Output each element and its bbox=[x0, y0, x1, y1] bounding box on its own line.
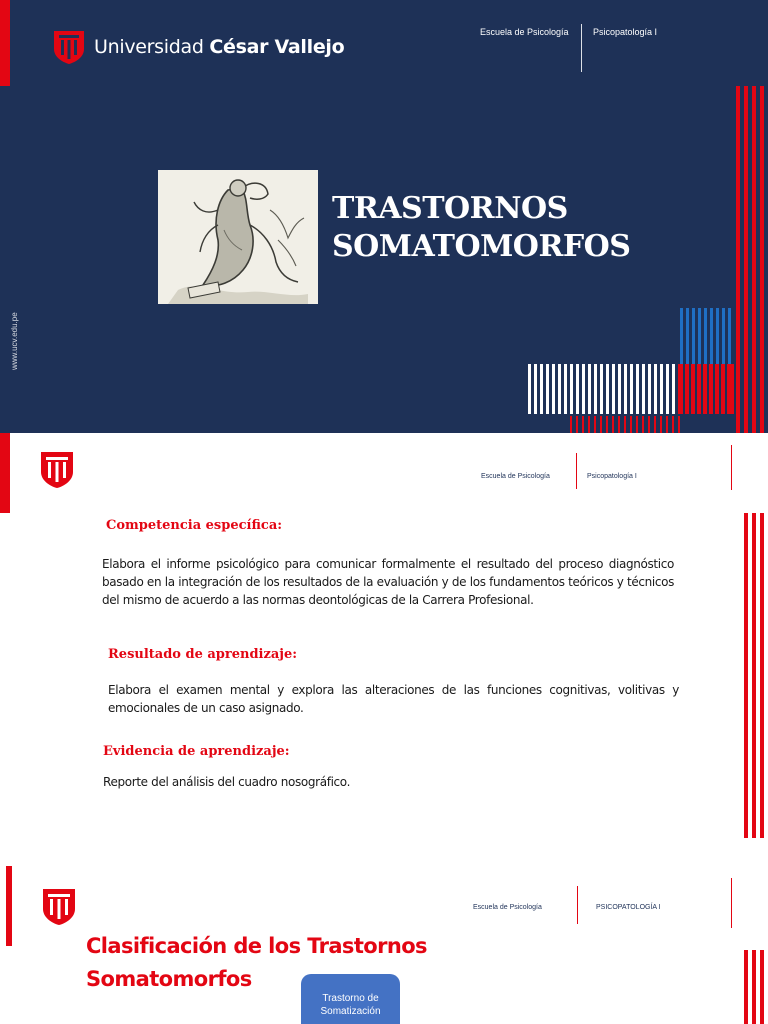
title-line-1: Clasificación de los Trastornos bbox=[86, 934, 427, 958]
node-label-line-2: Somatización bbox=[320, 1006, 381, 1017]
nav-course: PSICOPATOLOGÍA I bbox=[596, 904, 661, 911]
red-accent-bar bbox=[6, 866, 12, 946]
nav-school: Escuela de Psicología bbox=[473, 904, 542, 911]
evidencia-heading: Evidencia de aprendizaje: bbox=[103, 744, 290, 759]
website-url bbox=[7, 290, 19, 370]
nav-school: Escuela de Psicología bbox=[480, 27, 569, 37]
title-slide bbox=[0, 0, 768, 433]
website-url-text: www.ucv.edu.pe bbox=[10, 312, 19, 370]
nav-course: Psicopatología I bbox=[593, 27, 658, 37]
ucv-shield-icon bbox=[40, 451, 74, 494]
decorative-stripes bbox=[736, 950, 768, 1024]
classification-slide bbox=[0, 838, 768, 1024]
diagram-node-somatizacion bbox=[301, 974, 400, 1024]
red-accent-bar bbox=[0, 433, 10, 513]
ucv-shield-icon bbox=[52, 29, 86, 65]
surreal-figure-illustration bbox=[158, 170, 318, 304]
brand-regular: Universidad bbox=[94, 36, 204, 58]
competencia-text: Elabora el informe psicológico para comunicar formalmente el resultado del proceso diagnóstico basado en la integración de los resultados de la evaluación y de los fundamentos teóricos y técnicos del mismo de acuerdo a las normas deontológicas de la Carrera Profesional. bbox=[102, 557, 674, 607]
nav-divider bbox=[581, 24, 582, 72]
title-line-2: SOMATOMORFOS bbox=[332, 229, 631, 264]
evidencia-text: Reporte del análisis del cuadro nosográfico. bbox=[103, 775, 351, 789]
ucv-logo bbox=[52, 29, 344, 65]
title-line-2: Somatomorfos bbox=[86, 967, 252, 991]
node-label-line-1: Trastorno de bbox=[322, 993, 379, 1004]
nav-divider-right bbox=[731, 445, 732, 490]
nav-divider bbox=[576, 453, 577, 489]
resultado-heading: Resultado de aprendizaje: bbox=[108, 647, 298, 662]
nav-divider bbox=[577, 886, 578, 924]
title-line-1: TRASTORNOS bbox=[332, 191, 568, 226]
brand-name bbox=[94, 36, 344, 58]
ucv-shield-icon bbox=[42, 888, 76, 931]
nav-school: Escuela de Psicología bbox=[481, 473, 550, 480]
objectives-slide bbox=[0, 433, 768, 838]
decorative-stripes bbox=[736, 513, 768, 838]
brand-bold: César Vallejo bbox=[209, 36, 345, 58]
decorative-stripes bbox=[528, 86, 768, 433]
nav-course: Psicopatología I bbox=[587, 473, 637, 480]
resultado-text: Elabora el examen mental y explora las alteraciones de las funciones cognitivas, volitivas y emocionales de un caso asignado. bbox=[108, 683, 679, 715]
red-accent-bar bbox=[0, 0, 10, 86]
nav-divider-right bbox=[731, 878, 732, 928]
competencia-heading: Competencia específica: bbox=[106, 518, 283, 533]
